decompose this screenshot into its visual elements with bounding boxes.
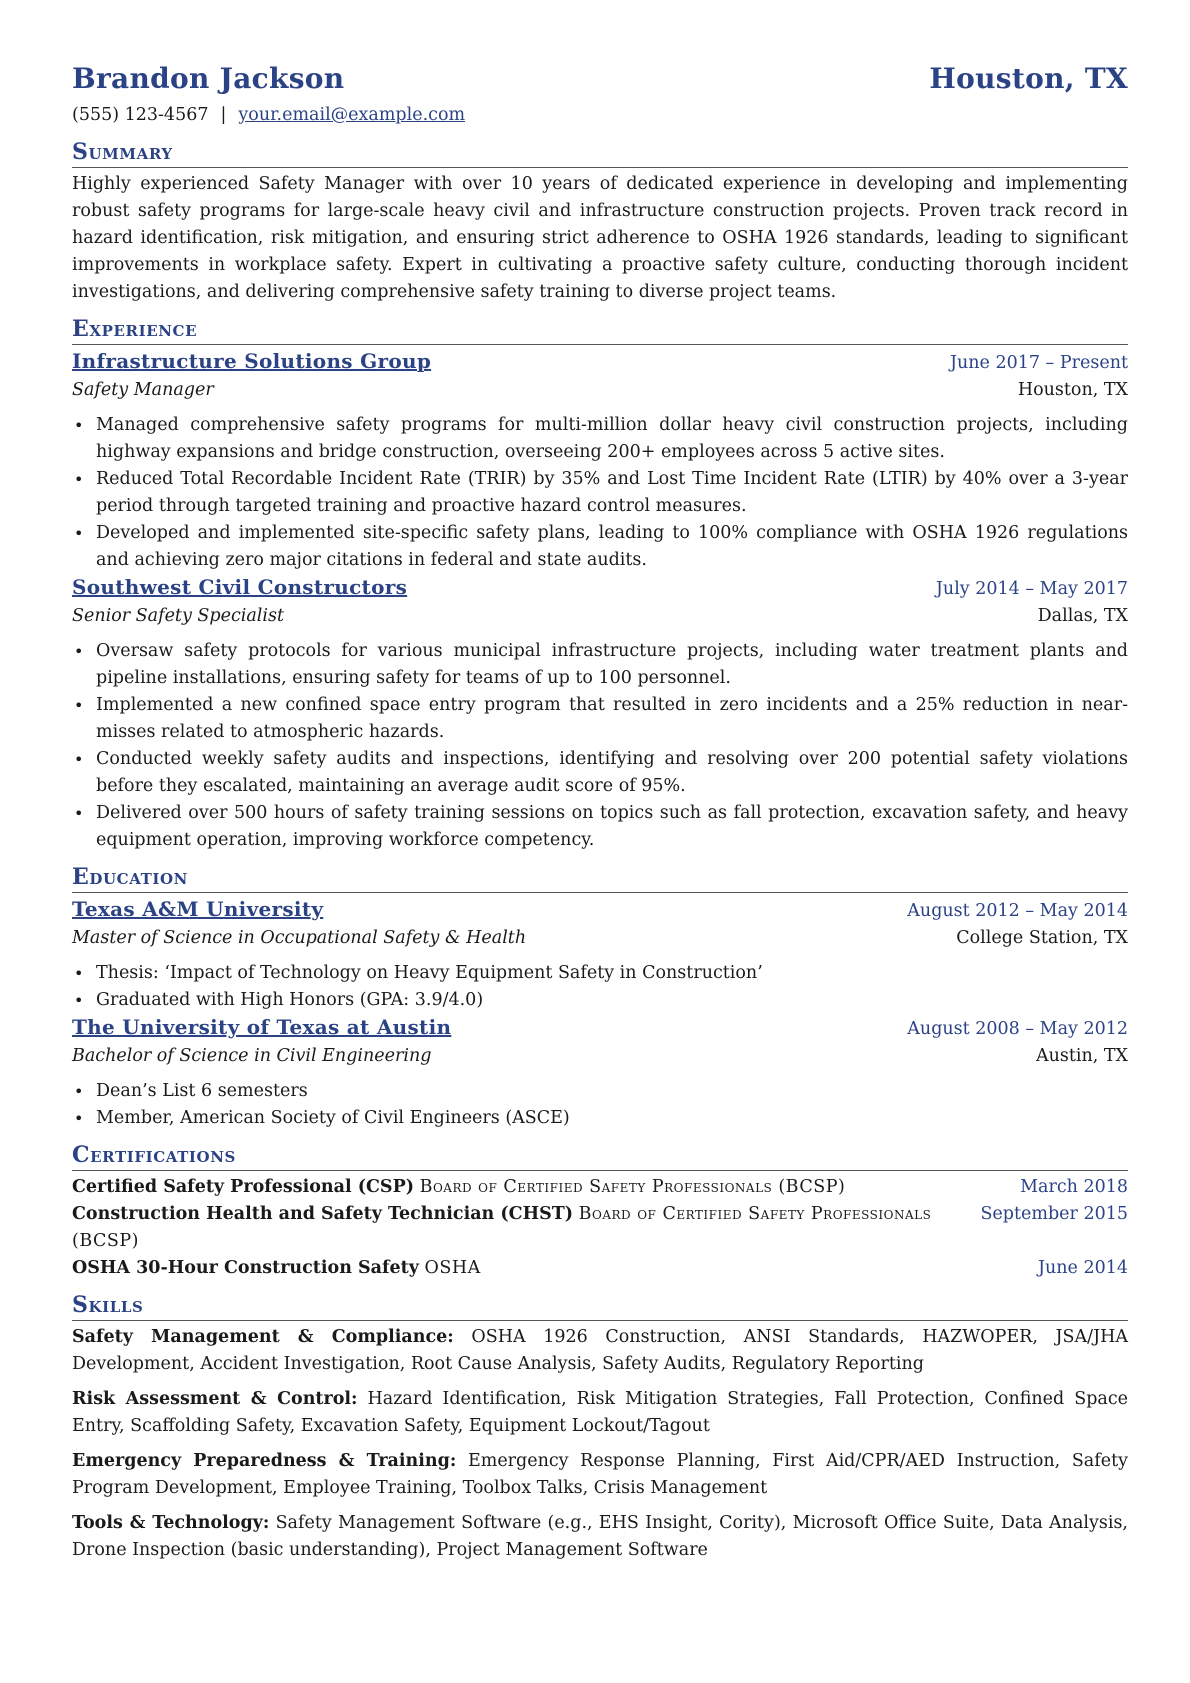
candidate-name: Brandon Jackson [72, 62, 345, 95]
certification-date: June 2014 [1037, 1258, 1128, 1278]
skill-group [72, 1448, 1128, 1502]
skill-group [72, 1510, 1128, 1564]
certification-item [72, 1255, 1128, 1282]
bullet-list [72, 960, 1128, 1014]
job-title: Senior Safety Specialist [72, 606, 284, 626]
bullet-item: • Dean’s List 6 semesters [96, 1078, 1128, 1105]
summary-text: Highly experienced Safety Manager with over 10 years of dedicated experience in developing and implementing robust safety programs for large-scale heavy civil and infrastructure construction projects. Proven track record in hazard identification, risk mitigation, and ensuring strict adherence to OSHA 1926 standards, leading to significant improvements in workplace safety. Expert in cultivating a proactive safety culture, conducting thorough incident investigations, and delivering comprehensive safety training to diverse project teams. [72, 174, 1128, 302]
bullet-item: • Reduced Total Recordable Incident Rate (TRIR) by 35% and Lost Time Incident Rate (LTIR) by 40% over a 3-year period through targeted training and proactive hazard control measures. [96, 466, 1128, 520]
entry-header [72, 896, 1128, 925]
certification-text [72, 1201, 980, 1255]
school-link[interactable]: Texas A&M University [72, 897, 324, 921]
skill-category: Risk Assessment & Control: [72, 1389, 358, 1409]
entry-header [72, 1014, 1128, 1043]
skill-items: Hazard Identification, Risk Mitigation Strategies, Fall Protection, Confined Space Entry, Scaffolding Safety, Excavation Safety, Equipment Lockout/Tagout [72, 1389, 1129, 1436]
resume-header [72, 58, 1128, 100]
contact-separator: | [220, 105, 227, 125]
school-link[interactable]: The University of Texas at Austin [72, 1015, 452, 1039]
entry-subheader [72, 1043, 1128, 1070]
job-title: Safety Manager [72, 380, 214, 400]
certification-date: September 2015 [980, 1204, 1128, 1224]
skill-group [72, 1386, 1128, 1440]
bullet-item: • Delivered over 500 hours of safety training sessions on topics such as fall protection, excavation safety, and heavy equipment operation, improving workforce competency. [96, 800, 1128, 854]
entry-subheader [72, 377, 1128, 404]
employer-link[interactable]: Southwest Civil Constructors [72, 575, 408, 599]
certification-text [72, 1174, 1020, 1201]
entry-header [72, 348, 1128, 377]
skill-items: Safety Management Software (e.g., EHS Insight, Cority), Microsoft Office Suite, Data Analysis, Drone Inspection (basic understanding), Project Management Software [72, 1513, 1128, 1560]
experience-entry [72, 574, 1128, 854]
entry-location: Dallas, TX [1037, 606, 1128, 626]
employer-link[interactable]: Infrastructure Solutions Group [72, 349, 432, 373]
phone-number: (555) 123-4567 [72, 105, 209, 125]
bullet-item: • Thesis: ‘Impact of Technology on Heavy Equipment Safety in Construction’ [96, 960, 1128, 987]
candidate-city: Houston, TX [929, 62, 1128, 95]
section-title-summary: Summary [72, 137, 1128, 168]
certification-date: March 2018 [1020, 1177, 1128, 1197]
skill-category: Tools & Technology: [72, 1513, 270, 1533]
bullet-item: • Member, American Society of Civil Engineers (ASCE) [96, 1105, 1128, 1132]
bullet-list [72, 1078, 1128, 1132]
entry-location: Austin, TX [1035, 1046, 1128, 1066]
section-title-experience: Experience [72, 314, 1128, 345]
entry-location: College Station, TX [956, 928, 1128, 948]
entry-header [72, 574, 1128, 603]
entry-dates: August 2008 – May 2012 [907, 1019, 1128, 1039]
bullet-item: • Implemented a new confined space entry program that resulted in zero incidents and a 25% reduction in near-misses related to atmospheric hazards. [96, 692, 1128, 746]
resume-page [72, 58, 1128, 1572]
entry-dates: August 2012 – May 2014 [907, 901, 1128, 921]
contact-line [72, 102, 1128, 129]
entry-subheader [72, 925, 1128, 952]
certification-item [72, 1174, 1128, 1201]
certification-issuer: OSHA [424, 1258, 481, 1278]
degree-title: Bachelor of Science in Civil Engineering [72, 1046, 432, 1066]
certification-issuer: Board of Certified Safety Professionals (BCSP) [419, 1177, 846, 1197]
section-title-certifications: Certifications [72, 1140, 1128, 1171]
skill-items: Emergency Response Planning, First Aid/CPR/AED Instruction, Safety Program Development, Employee Training, Toolbox Talks, Crisis Management [72, 1451, 1128, 1498]
degree-title: Master of Science in Occupational Safety & Health [72, 928, 527, 948]
certification-text [72, 1255, 1038, 1282]
skill-group [72, 1324, 1128, 1378]
bullet-item: • Conducted weekly safety audits and inspections, identifying and resolving over 200 potential safety violations before they escalated, maintaining an average audit score of 95%. [96, 746, 1128, 800]
section-title-education: Education [72, 862, 1128, 893]
skill-category: Emergency Preparedness & Training: [72, 1451, 457, 1471]
skill-category: Safety Management & Compliance: [72, 1327, 454, 1347]
bullet-item: • Developed and implemented site-specific safety plans, leading to 100% compliance with OSHA 1926 regulations and achieving zero major citations in federal and state audits. [96, 520, 1128, 574]
education-entry [72, 896, 1128, 1014]
certification-issuer: Board of Certified Safety Professionals (BCSP) [72, 1204, 932, 1251]
education-entry [72, 1014, 1128, 1132]
entry-dates: July 2014 – May 2017 [935, 579, 1128, 599]
certification-name: Certified Safety Professional (CSP) [72, 1177, 415, 1197]
bullet-list [72, 638, 1128, 854]
entry-location: Houston, TX [1017, 380, 1128, 400]
skill-items: OSHA 1926 Construction, ANSI Standards, HAZWOPER, JSA/JHA Development, Accident Investigation, Root Cause Analysis, Safety Audits, Regulatory Reporting [72, 1327, 1128, 1374]
bullet-list [72, 412, 1128, 574]
experience-entry [72, 348, 1128, 574]
bullet-item: • Graduated with High Honors (GPA: 3.9/4.0) [96, 987, 1128, 1014]
certification-name: Construction Health and Safety Technician (CHST) [72, 1204, 574, 1224]
bullet-item: • Oversaw safety protocols for various municipal infrastructure projects, including water treatment plants and pipeline installations, ensuring safety for teams of up to 100 personnel. [96, 638, 1128, 692]
bullet-item: • Managed comprehensive safety programs for multi-million dollar heavy civil construction projects, including highway expansions and bridge construction, overseeing 200+ employees across 5 active sites. [96, 412, 1128, 466]
certification-item [72, 1201, 1128, 1255]
certification-name: OSHA 30-Hour Construction Safety [72, 1258, 419, 1278]
section-title-skills: Skills [72, 1290, 1128, 1321]
entry-subheader [72, 603, 1128, 630]
email-link[interactable]: your.email@example.com [238, 105, 466, 125]
entry-dates: June 2017 – Present [949, 353, 1128, 373]
